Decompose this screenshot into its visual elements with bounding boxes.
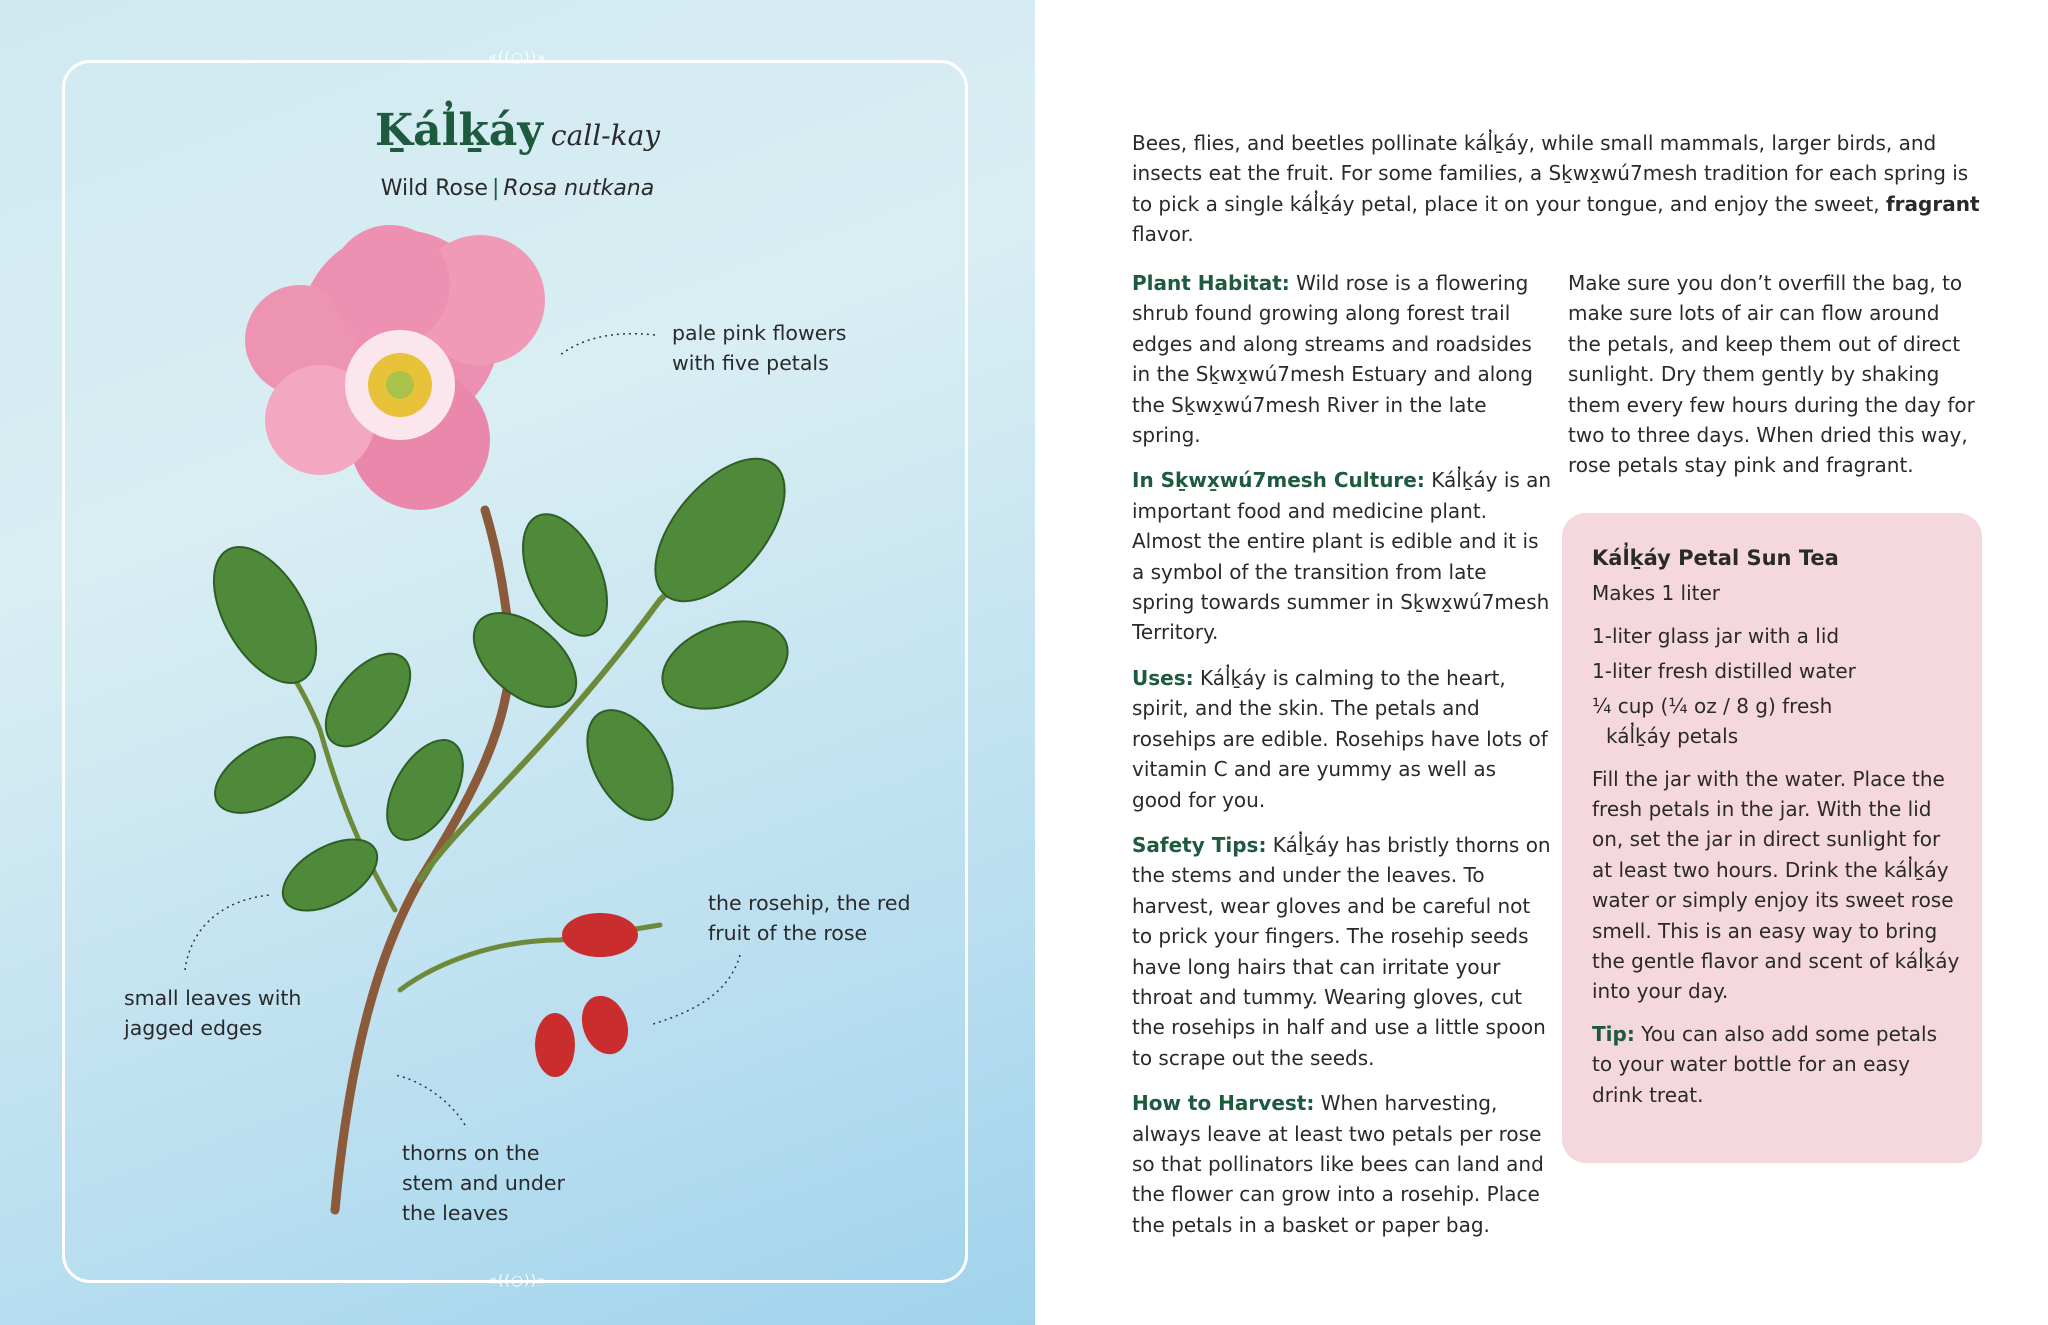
recipe-box [1562, 513, 1982, 1163]
page-title [0, 105, 1035, 156]
label-flowers: pale pink flowers with five petals [672, 321, 847, 375]
section-safety: Safety Tips: Kál̓ḵáy has bristly thorns on the stems and under the leaves. To harvest, wear gloves and be careful not to prick your fingers. The rosehip seeds have long hairs that can irritate your throat and tummy. Wearing gloves, cut the rosehips in half and use a little spoon to scrape out the seeds. [1132, 832, 1551, 1070]
recipe-method: Fill the jar with the water. Place the fresh petals in the jar. With the lid on, set the jar in direct sunlight for at least two hours. Drink the kál̓ḵáy water or simply enjoy its sweet rose smell. This is an easy way to bring the gentle flavor and scent of kál̓ḵáy into your day. [1592, 766, 1960, 1004]
label-thorns: thorns on the stem and under the leaves [402, 1141, 565, 1225]
latin-name: Rosa nutkana [503, 176, 655, 201]
recipe-title: Kál̓ḵáy Petal Sun Tea [1592, 546, 1839, 570]
label-rosehip: the rosehip, the red fruit of the rose [708, 891, 911, 945]
separator: | [491, 176, 500, 201]
section-harvest: How to Harvest: When harvesting, always leave at least two petals per rose so that pollinators like bees can land and the flower can grow into a rosehip. Place the petals in a basket or paper bag. [1132, 1091, 1544, 1237]
leaves [193, 436, 809, 925]
ingredient: 1-liter fresh distilled water [1592, 658, 1856, 683]
section-culture: In Sḵwx̱wú7mesh Culture: Kál̓ḵáy is an important food and medicine plant. Almost the entire plant is edible and it is a symbol of the transition from late spring towards summer in Sḵwx̱wú7mesh Territory. [1132, 468, 1552, 645]
section-habitat: Plant Habitat: Wild rose is a flowering shrub found growing along forest trail edges and along streams and roadsides in the Sḵwx̱wú7mesh Estuary and along the Sḵwx̱wú7mesh River in the late spring. [1132, 271, 1533, 448]
recipe-tip: Tip: You can also add some petals to your water bottle for an easy drink treat. [1592, 1021, 1937, 1107]
frame-ornament-bottom: «((○))» [488, 1273, 547, 1289]
ingredient-list [1592, 621, 1962, 752]
subtitle [0, 176, 1035, 201]
plant-name: Ḵál̓ḵáy [374, 105, 543, 156]
frame-ornament-top: «((○))» [488, 50, 547, 66]
recipe-yield: Makes 1 liter [1592, 581, 1721, 606]
info-column-2 [1568, 268, 1978, 496]
ingredient: 1-liter glass jar with a lid [1592, 623, 1840, 648]
info-column-1 [1132, 268, 1552, 1255]
section-uses: Uses: Kál̓ḵáy is calming to the heart, spirit, and the skin. The petals and rosehips are edible. Rosehips have lots of vitamin C and are yummy as well as good for you. [1132, 665, 1548, 812]
ingredient: ¼ cup (¼ oz / 8 g) fresh [1592, 693, 1833, 718]
rose-flower [245, 225, 545, 510]
common-name: Wild Rose [380, 176, 488, 201]
intro-paragraph: Bees, flies, and beetles pollinate kál̓ḵáy, while small mammals, larger birds, and insects eat the fruit. For some families, a Sḵwx̱wú7mesh tradition for each spring is to pick a single kál̓ḵáy petal, place it on your tongue, and enjoy the sweet, fragrant flavor. [1132, 131, 1980, 247]
ingredient-continued: kál̓ḵáy petals [1606, 724, 1739, 749]
rosehips [535, 913, 638, 1077]
pronunciation: call-kay [550, 119, 661, 152]
drying-text: Make sure you don’t overfill the bag, to make sure lots of air can flow around the petals, and keep them out of direct sunlight. Dry them gently by shaking them every few hours during the day for two to three days. When dried this way, rose petals stay pink and fragrant. [1568, 271, 1975, 478]
label-leaves: small leaves with jagged edges [124, 986, 302, 1040]
